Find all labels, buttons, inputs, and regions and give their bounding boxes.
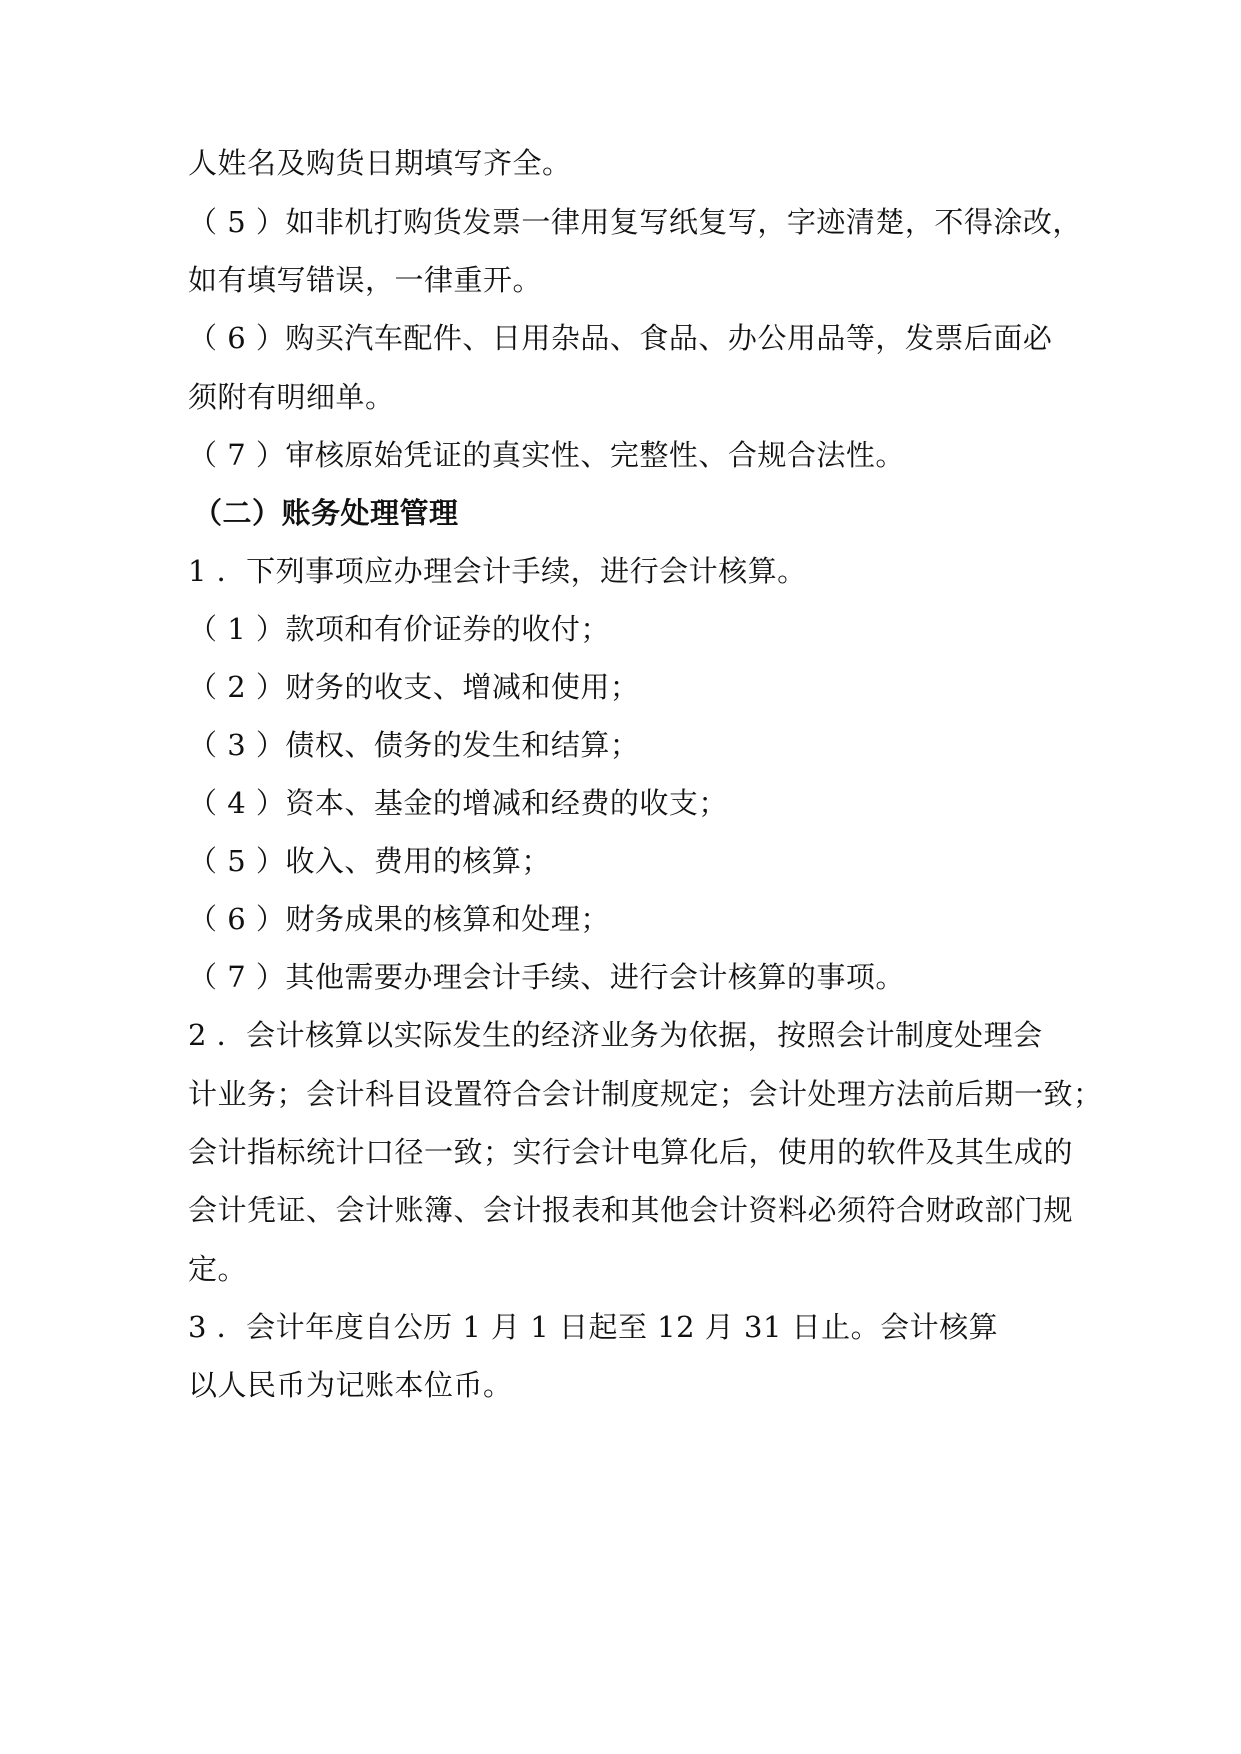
text-line: 人姓名及购货日期填写齐全。: [188, 146, 572, 180]
text-line: （ 5 ）收入、费用的核算；: [188, 844, 551, 878]
text-line: 以人民币为记账本位币。: [188, 1368, 513, 1402]
text-line: 如有填写错误，一律重开。: [188, 263, 543, 297]
text-line: （ 6 ）购买汽车配件、日用杂品、食品、办公用品等，发票后面必: [188, 321, 1053, 355]
text-line: （ 1 ）款项和有价证券的收付；: [188, 612, 610, 646]
text-line: 会计指标统计口径一致；实行会计电算化后，使用的软件及其生成的: [188, 1135, 1074, 1169]
text-line: 计业务；会计科目设置符合会计制度规定；会计处理方法前后期一致；: [188, 1077, 1103, 1111]
text-line: （ 3 ）债权、债务的发生和结算；: [188, 728, 640, 762]
text-line: （ 7 ）其他需要办理会计手续、进行会计核算的事项。: [188, 960, 905, 994]
text-line: 3 ．会计年度自公历 1 月 1 日起至 12 月 31 日止。会计核算: [188, 1310, 999, 1344]
text-line: （ 7 ）审核原始凭证的真实性、完整性、合规合法性。: [188, 438, 905, 472]
text-line: （ 6 ）财务成果的核算和处理；: [188, 902, 610, 936]
text-line: （ 4 ）资本、基金的增减和经费的收支；: [188, 786, 728, 820]
text-line: 2 ．会计核算以实际发生的经济业务为依据，按照会计制度处理会: [188, 1018, 1043, 1052]
text-line: 会计凭证、会计账簿、会计报表和其他会计资料必须符合财政部门规: [188, 1193, 1074, 1227]
text-line: 1 ．下列事项应办理会计手续，进行会计核算。: [188, 554, 807, 588]
text-line: （ 5 ）如非机打购货发票一律用复写纸复写，字迹清楚，不得涂改，: [188, 205, 1082, 239]
text-line: 须附有明细单。: [188, 380, 395, 414]
section-heading: （二）账务处理管理: [193, 496, 459, 530]
text-line: 定。: [188, 1252, 248, 1286]
text-line: （ 2 ）财务的收支、增减和使用；: [188, 670, 640, 704]
